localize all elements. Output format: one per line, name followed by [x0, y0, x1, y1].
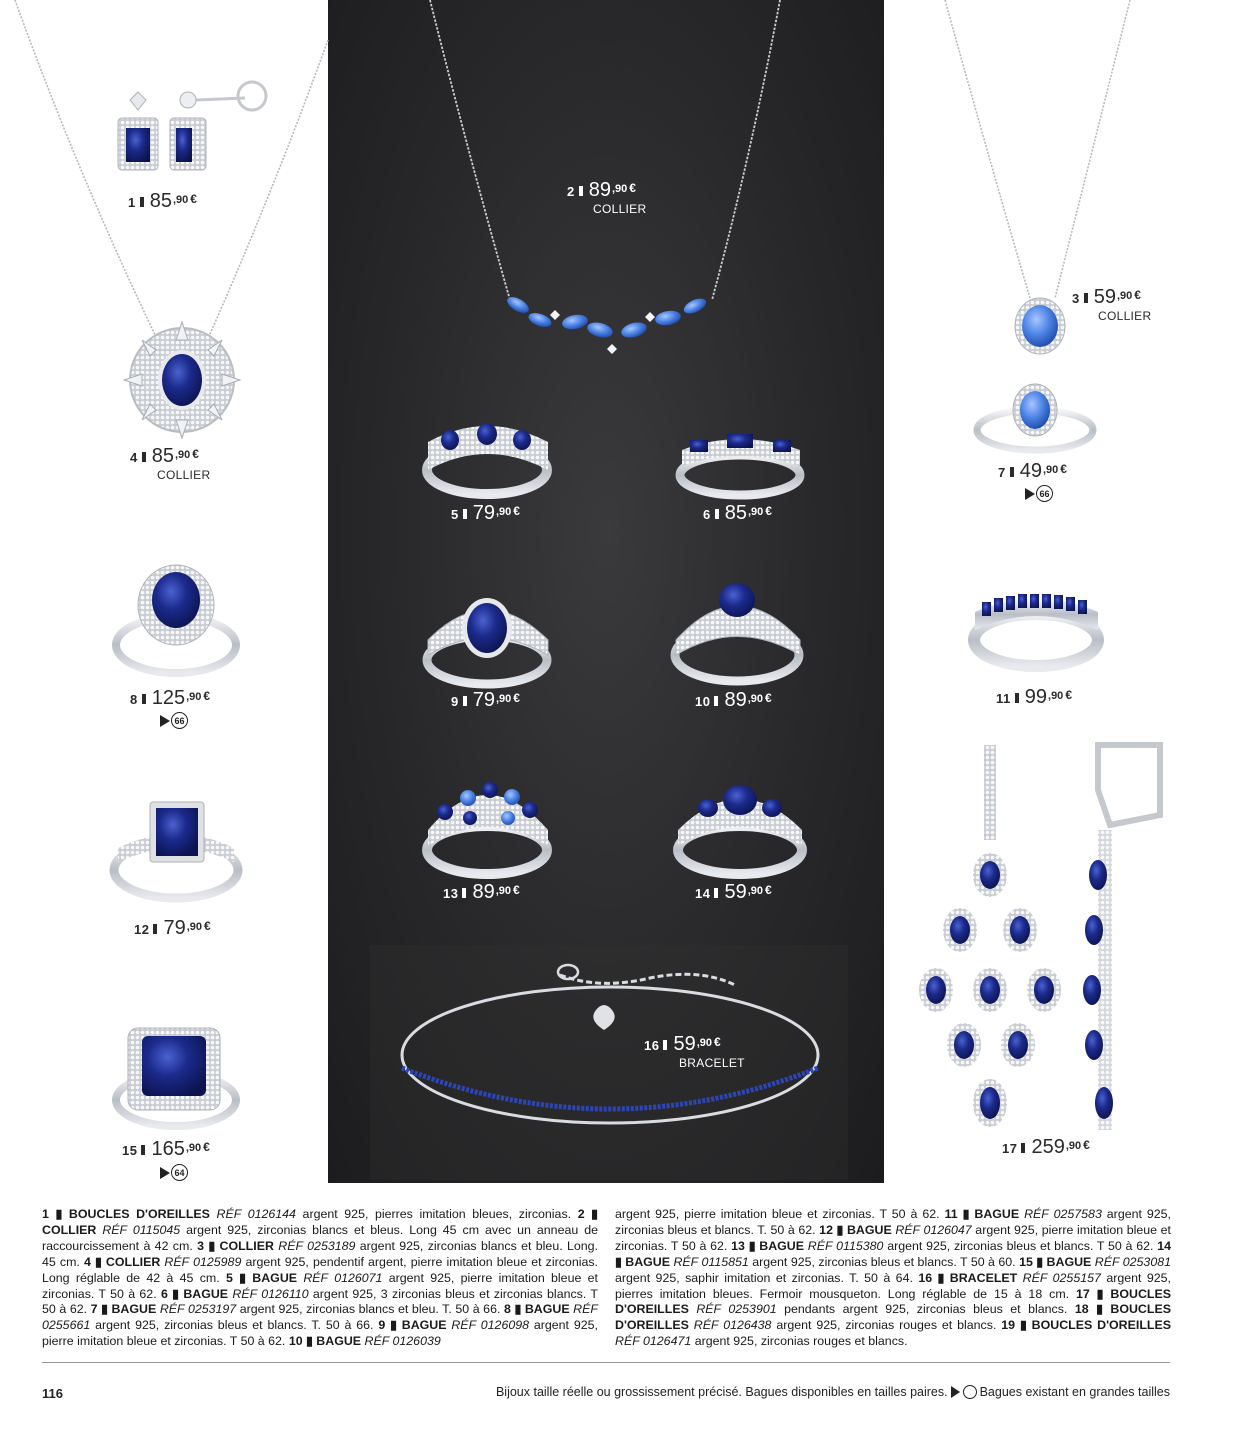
product-descriptions-right-column — [615, 1207, 1171, 1350]
ring-8 — [116, 565, 236, 673]
description-text: argent 925, pierre imitation bleue et zirconias. T 50 à 62. — [615, 1222, 1171, 1253]
reference-code: RÉF 0255661 — [42, 1302, 598, 1333]
necklace-2 — [430, 0, 780, 354]
price-tag-item-9: 9 $79^{,90}$ € — [451, 689, 520, 711]
reference-code: RÉF 0255157 — [1022, 1270, 1101, 1285]
product-description — [731, 1239, 1157, 1253]
reference-code: RÉF 0126039 — [364, 1334, 441, 1349]
currency-symbol: € — [190, 192, 197, 206]
description-heading: 8 ▮ BAGUE — [503, 1302, 574, 1317]
item-category-label: COLLIER — [593, 202, 647, 216]
reference-code: RÉF 0126471 — [615, 1334, 692, 1349]
page-ref-circle-icon: 66 — [1036, 485, 1053, 502]
footer-note-text: Bijoux taille réelle ou grossissement précisé. Bagues disponibles en tailles paires. — [495, 1385, 948, 1399]
description-heading: 12 ▮ BAGUE — [819, 1222, 896, 1237]
large-size-badge — [160, 712, 188, 729]
ring-14 — [678, 785, 802, 874]
reference-code: RÉF 0253081 — [1094, 1254, 1171, 1269]
description-text: argent 925, pierre imitation bleue et zirconias. T 50 à 62. — [42, 1318, 598, 1349]
item-number: 1 — [128, 195, 136, 210]
price-tag-item-10: 10 $89^{,90}$ € — [695, 689, 772, 711]
ring-12 — [114, 802, 238, 898]
description-heading: 7 ▮ BAGUE — [90, 1302, 160, 1317]
description-heading: 5 ▮ BAGUE — [225, 1270, 304, 1285]
description-text: argent 925, pierre imitation bleue et zirconias. T 50 à 62. — [615, 1207, 945, 1221]
ring-5 — [427, 423, 548, 494]
reference-code: RÉF 0115045 — [102, 1222, 181, 1237]
ring-11 — [974, 594, 1098, 666]
description-heading: 19 ▮ BOUCLES D'OREILLES — [1001, 1318, 1171, 1333]
play-triangle-icon — [160, 1167, 170, 1179]
earrings-1 — [118, 82, 266, 170]
description-text: argent 925, zirconias rouges et blancs. — [771, 1318, 1002, 1333]
description-text: argent 925, zirconias blancs et bleu. Long. 45 cm. — [42, 1238, 599, 1269]
reference-code: RÉF 0126071 — [303, 1270, 383, 1285]
description-text: argent 925, saphir imitation et zirconias. T. 50 à 64. — [615, 1270, 919, 1285]
description-heading: 11 ▮ BAGUE — [944, 1207, 1025, 1221]
reference-code: RÉF 0115380 — [807, 1238, 884, 1253]
description-text: argent 925, zirconias bleus et blancs. T. 50 à 66. — [90, 1318, 379, 1333]
description-heading: 10 ▮ BAGUE — [288, 1334, 365, 1349]
product-description — [42, 1207, 578, 1221]
price-euros: 85 — [149, 190, 172, 212]
reference-code: RÉF 0253197 — [159, 1302, 237, 1317]
reference-code: RÉF 0126144 — [216, 1207, 296, 1221]
description-heading: 18 ▮ BOUCLES D'OREILLES — [615, 1302, 1171, 1333]
ring-7 — [977, 384, 1093, 450]
description-text: argent 925, zirconias bleus et blancs. T 50 à 62. — [883, 1238, 1158, 1253]
product-description — [289, 1334, 441, 1348]
play-triangle-icon — [951, 1386, 960, 1398]
description-text: argent 925, pierre imitation bleue et zirconias. T 50 à 62. — [42, 1270, 598, 1301]
play-triangle-icon — [1025, 488, 1035, 500]
necklace-4-pendant — [124, 322, 240, 438]
reference-code: RÉF 0253189 — [278, 1238, 356, 1253]
description-text: argent 925, zirconias blancs et bleu. T. 50 à 66. — [236, 1302, 504, 1317]
reference-code: RÉF 0126110 — [232, 1286, 309, 1301]
price-tag-item-8: 8 $125^{,90}$ € — [130, 687, 211, 709]
description-text: argent 925, pierres imitation bleues. Fermoir mousqueton. Long réglable de 15 à 18 cm. — [615, 1270, 1171, 1301]
product-description — [91, 1302, 504, 1316]
reference-code: RÉF 0126047 — [895, 1222, 972, 1237]
item-category-label: COLLIER — [157, 468, 211, 482]
footer-note-large-sizes: Bagues existant en grandes tailles — [979, 1385, 1170, 1399]
price-tag-item-6: 6 $85^{,90}$ € — [703, 502, 772, 524]
page-number: 116 — [42, 1386, 63, 1401]
description-heading: 1 ▮ BOUCLES D'OREILLES — [42, 1207, 217, 1221]
description-heading: 13 ▮ BAGUE — [731, 1238, 808, 1253]
description-heading: 2 ▮ COLLIER — [42, 1207, 598, 1237]
description-text: argent 925, 3 zirconias bleus et zirconias blancs. T 50 à 62. — [42, 1286, 598, 1317]
product-descriptions-left-column — [42, 1207, 598, 1350]
price-tag-item-5: 5 $79^{,90}$ € — [451, 502, 520, 524]
necklace-4-chain — [15, 0, 328, 345]
description-text: argent 925, zirconias bleus et blancs. T. 50 à 62. — [615, 1207, 1171, 1237]
reference-code: RÉF 0126098 — [451, 1318, 530, 1333]
footer-divider — [42, 1362, 1170, 1363]
description-heading: 16 ▮ BRACELET — [918, 1270, 1023, 1285]
description-text: argent 925, zirconias rouges et blancs. — [691, 1334, 908, 1349]
price-tag-item-2: 2 $89^{,90}$ € COLLIER — [567, 179, 647, 216]
large-size-badge — [1025, 485, 1053, 502]
price-tag-item-15: 15 $165^{,90}$ € — [122, 1138, 210, 1160]
price-tag-item-14: 14 $59^{,90}$ € — [695, 881, 772, 903]
description-text: argent 925, zirconias blancs et bleus. Long 45 cm avec un anneau de raccourcissement à 42 cm. — [42, 1222, 598, 1253]
circle-icon — [963, 1385, 977, 1399]
description-heading: 3 ▮ COLLIER — [197, 1238, 279, 1253]
ring-6 — [680, 434, 800, 495]
play-triangle-icon — [160, 715, 170, 727]
item-category-label: COLLIER — [1098, 309, 1152, 323]
description-heading: 4 ▮ COLLIER — [83, 1254, 165, 1269]
reference-code: RÉF 0115851 — [673, 1254, 749, 1269]
description-heading: 6 ▮ BAGUE — [160, 1286, 233, 1301]
description-heading: 14 ▮ BAGUE — [615, 1238, 1171, 1269]
price-tag-item-16: 16 $59^{,90}$ € BRACELET — [644, 1033, 745, 1070]
price-tag-item-4: 4 $85^{,90}$ € COLLIER — [130, 445, 211, 482]
item-category-label: BRACELET — [679, 1056, 745, 1070]
ring-10 — [675, 583, 800, 681]
ring-13 — [427, 782, 548, 874]
description-text: pendants argent 925, zirconias bleus et blancs. — [776, 1302, 1075, 1317]
earrings-17 — [919, 745, 1160, 1130]
description-text: argent 925, zirconias bleus et blancs. T 50 à 60. — [748, 1254, 1020, 1269]
ring-15 — [116, 1028, 236, 1126]
page-ref-circle-icon: 66 — [171, 712, 188, 729]
reference-code: RÉF 0126438 — [693, 1318, 772, 1333]
product-description — [615, 1207, 945, 1221]
page-ref-circle-icon: 64 — [171, 1164, 188, 1181]
description-heading: 9 ▮ BAGUE — [378, 1318, 452, 1333]
price-tag-item-17: 17 $259^{,90}$ € — [1002, 1136, 1090, 1158]
description-text: argent 925, pierres imitation bleues, zirconias. — [295, 1207, 578, 1221]
bracelet-16 — [370, 945, 848, 1180]
reference-code: RÉF 0253901 — [696, 1302, 777, 1317]
description-heading: 17 ▮ BOUCLES D'OREILLES — [615, 1286, 1171, 1317]
price-tag-item-13: 13 $89^{,90}$ € — [443, 881, 520, 903]
price-tag-item-3: 3 $59^{,90}$ € COLLIER — [1072, 286, 1152, 323]
description-heading: 15 ▮ BAGUE — [1019, 1254, 1095, 1269]
footer-note — [496, 1385, 1170, 1399]
reference-code: RÉF 0125989 — [164, 1254, 242, 1269]
price-tag-item-7: 7 $49^{,90}$ € — [998, 460, 1067, 482]
price-tag-item-1: 1 $85^{,90}$ € — [128, 190, 197, 212]
large-size-badge — [160, 1164, 188, 1181]
price-tag-item-11: 11 $99^{,90}$ € — [996, 686, 1072, 708]
reference-code: RÉF 0257583 — [1024, 1207, 1102, 1221]
price-tag-item-12: 12 $79^{,90}$ € — [134, 917, 211, 939]
description-text: argent 925, pendentif argent, pierre imitation bleue et zirconias. Long réglable de 42 à 45 cm. — [42, 1254, 598, 1285]
ring-9 — [427, 598, 548, 684]
